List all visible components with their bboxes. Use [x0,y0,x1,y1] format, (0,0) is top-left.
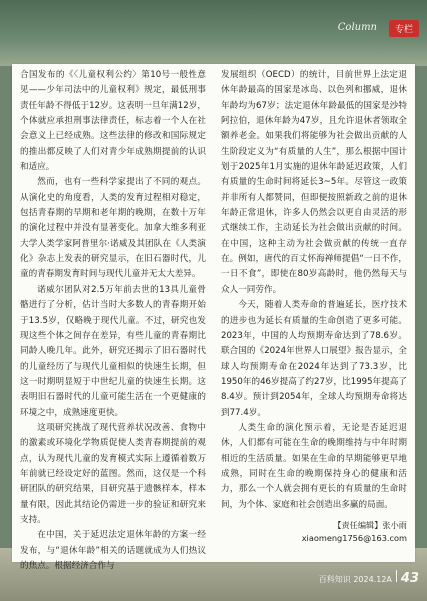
left-column [20,68,206,574]
paragraph: 然而，也有一些科学家提出了不同的观点。从演化史的角度看，人类的发育过程相对稳定，包括青春期的早期和老年期的晚期，在数十万年的演化过程中并没有显著变化。加拿大维多利亚大学人类学家阿普里尔·诺威及其团队在《人类演化》杂志上发表的研究显示，在旧石器时代，儿童的青春期发育时间与现代儿童并无太大差异。 [20,177,206,280]
column-label: Column [337,22,377,33]
article-page [12,64,415,571]
editor-credit [221,519,407,545]
section-tag: 专栏 [389,20,419,37]
paragraph: 这项研究挑战了现代营养状况改善、食物中的激素或环境化学物质促使人类青春期提前的观点，认为现代儿童的发育模式实际上遵循着数万年前就已经设定好的蓝图。然而，这仅是一个科研团队的研究结果，目研究基于遗骸样本，样本量有限，因此其结论仍需进一步的验证和研究来支持。 [20,422,206,525]
paragraph: 发展组织（OECD）的统计，目前世界上法定退休年龄最高的国家是冰岛、以色列和挪威，退休年龄均为67岁；法定退休年龄最低的国家是沙特阿拉伯，退休年龄为47岁，且允许退休者领取全额养老金。如果我们将能够为社会做出贡献的人生阶段定义为“有质量的人生”，那么根据中国计划于2025年1月实施的退休年龄延迟政策，人们有质量的生命时间将延长3~5年。尽管这一政策并非所有人都赞同，但即便按照新政之前的退休年龄正常退休，许多人仍然会以更自由灵活的形式继续工作，主动延长为社会做出贡献的时间。在中国，这种主动为社会做贡献的传统一直存在。例如，唐代的百丈怀海禅师提倡“一日不作，一日不食”，即使在80岁高龄时，他仍然每天与众人一同劳作。 [221,70,407,295]
paragraph: 今天，随着人类寿命的普遍延长，医疗技术的进步也为延长有质量的生命创造了更多可能。2023年，中国的人均预期寿命达到了78.6岁。联合国的《2024年世界人口展望》报告显示，全球人均预期寿命在2024年达到了73.3岁，比1950年的46岁提高了约27岁，比1995年提高了8.4岁。预计到2054年，全球人均预期寿命将达到77.4岁。 [221,300,407,418]
paragraph: 在中国，关于延迟法定退休年龄的方案一经发布，与“退休年龄”相关的话题就成为人们热议的焦点。根据经济合作与 [20,530,206,571]
page-number: 43 [400,571,419,586]
page-footer [319,570,419,586]
editor-email: xiaomeng1756@163.com [301,532,407,543]
right-column [221,68,407,545]
journal-name: 百科知识 2024.12A [318,575,392,584]
footer-divider [396,570,397,582]
top-photo-band [0,0,427,66]
paragraph: 人类生命的演化预示着，无论是否延迟退休，人们都有可能在生命的晚期维持与中年时期相近的生活质量。如果在生命的早期能够更早地成熟，同时在生命的晚期保持身心的健康和活力，那么一个人就会拥有更长的有质量的生命时间，为个体、家庭和社会创造出多赢的局面。 [221,422,407,510]
paragraph: 合国发布的《〈儿童权利公约〉第10号一般性意见——少年司法中的儿童权利》规定，最低刑事责任年龄不得低于12岁。这表明一旦年满12岁，个体就应承担刑事法律责任，标志着一个人在社会意义上已经成熟。这些法律的修改和国际规定的推出都反映了人们对青少年成熟期提前的认识和适应。 [20,70,206,173]
paragraph: 诺威尔团队对2.5万年前去世的13具儿童骨骼进行了分析，估计当时大多数人的青春期开始于13.5岁，仅略晚于现代儿童。不过，研究也发现这些个体之间存在差异，有些儿童的青春期比同龄人晚几年。此外，研究还揭示了旧石器时代的儿童经历了与现代儿童相似的快速生长期，但这一时期明显短于中世纪儿童的快速生长期。这表明旧石器时代的儿童可能生活在一个更健康的环境之中，成熟速度更快。 [20,284,206,418]
editor-label: 【责任编辑】张小雨 [333,519,407,530]
